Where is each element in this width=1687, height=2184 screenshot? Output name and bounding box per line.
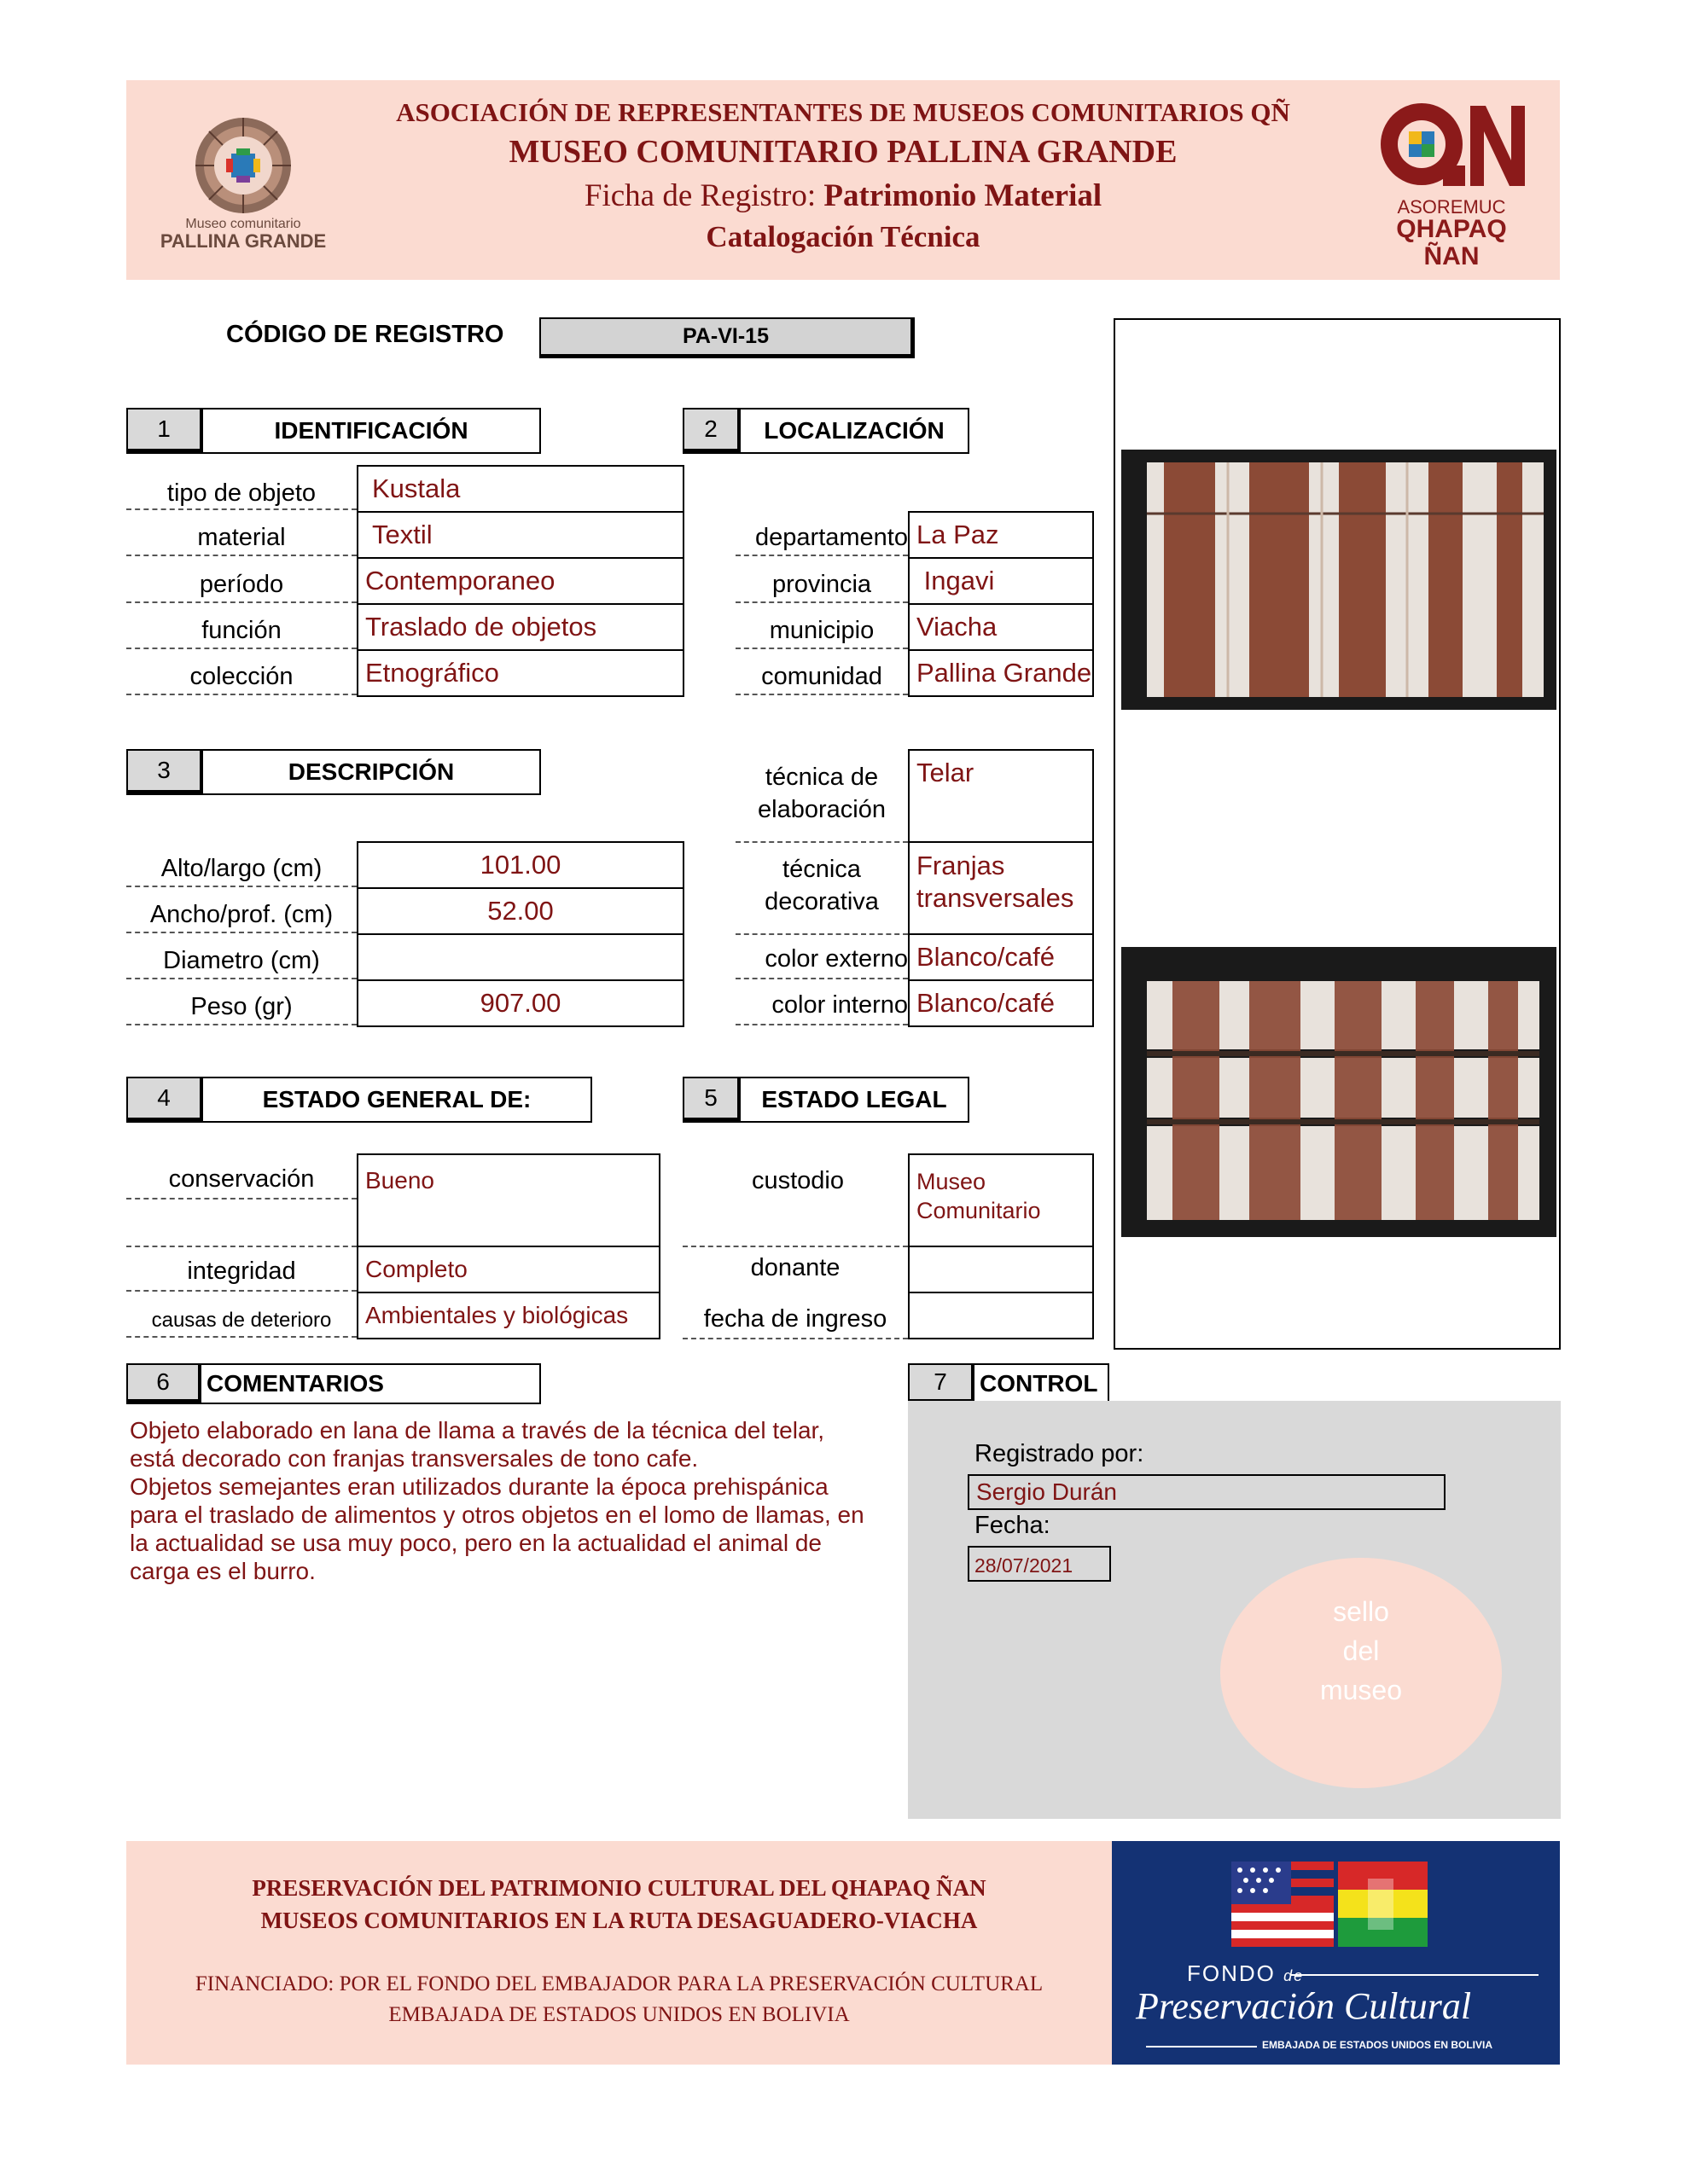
footer-banner xyxy=(126,1841,1560,2065)
header-catalogacion: Catalogación Técnica xyxy=(706,220,980,253)
section-7-header xyxy=(908,1363,1109,1404)
registro-label: CÓDIGO DE REGISTRO xyxy=(226,321,504,348)
conservacion-lower-line xyxy=(126,1246,357,1247)
label-provincia: provincia xyxy=(736,571,908,603)
header-ficha xyxy=(126,177,1560,214)
value-alto: 101.00 xyxy=(357,841,684,889)
fondo-rule xyxy=(1291,1974,1539,1976)
section-1-title: IDENTIFICACIÓN xyxy=(274,417,468,444)
asoremuc-logo xyxy=(1362,97,1541,272)
section-5-number: 5 xyxy=(684,1078,741,1121)
custodio-lower-line xyxy=(683,1246,908,1247)
footer-line-1: PRESERVACIÓN DEL PATRIMONIO CULTURAL DEL QHAPAQ ÑAN xyxy=(252,1875,986,1901)
section-3-header xyxy=(126,749,541,795)
fondo-label xyxy=(1187,1960,1304,1987)
registro-code: PA-VI-15 xyxy=(683,324,769,348)
section-5-header xyxy=(683,1077,969,1123)
label-alto: Alto/largo (cm) xyxy=(126,855,357,887)
label-departamento: departamento xyxy=(736,524,908,556)
registro-code-box xyxy=(539,317,915,358)
label-tecnica-elab-l1: técnica de xyxy=(765,764,879,791)
section-2-number: 2 xyxy=(684,410,741,452)
value-tecnica-decorativa xyxy=(908,841,1094,935)
section-2-header xyxy=(683,408,969,454)
header-association: ASOCIACIÓN DE REPRESENTANTES DE MUSEOS COMUNITARIOS QÑ xyxy=(396,97,1290,127)
value-custodio-l1: Museo xyxy=(916,1169,986,1194)
sello-museo xyxy=(1220,1558,1502,1788)
fondo-word: FONDO xyxy=(1187,1960,1276,1986)
label-coleccion: colección xyxy=(126,663,357,695)
section-3-title: DESCRIPCIÓN xyxy=(288,758,455,785)
section-1-number: 1 xyxy=(128,410,203,452)
section-6-number: 6 xyxy=(128,1365,201,1403)
registrado-value: Sergio Durán xyxy=(968,1474,1446,1510)
label-tecnica-elaboracion xyxy=(736,761,908,843)
label-material: material xyxy=(126,524,357,556)
comentarios-line-3: Objetos semejantes eran utilizados durante la época prehispánica xyxy=(130,1473,829,1500)
label-fecha-ingreso: fecha de ingreso xyxy=(683,1305,908,1339)
label-donante: donante xyxy=(750,1254,841,1281)
fecha-value: 28/07/2021 xyxy=(968,1546,1111,1582)
section-5-title: ESTADO LEGAL xyxy=(761,1086,947,1112)
asoremuc-qn-icon xyxy=(1375,97,1528,191)
value-color-interno: Blanco/café xyxy=(908,979,1094,1027)
label-peso: Peso (gr) xyxy=(126,993,357,1025)
fondo-subtitle: EMBAJADA DE ESTADOS UNIDOS EN BOLIVIA xyxy=(1262,2039,1493,2051)
value-tecnica-elaboracion: Telar xyxy=(908,749,1094,843)
left-logo-caption-small: Museo comunitario xyxy=(185,217,301,231)
label-municipio: municipio xyxy=(736,617,908,649)
section-2-title: LOCALIZACIÓN xyxy=(764,417,945,444)
value-donante xyxy=(908,1246,1094,1293)
control-panel xyxy=(908,1401,1561,1819)
value-provincia: Ingavi xyxy=(908,557,1094,605)
label-tecnica-deco-l1: técnica xyxy=(782,856,861,883)
section-6-title: COMENTARIOS xyxy=(207,1370,384,1397)
header-museum-name: MUSEO COMUNITARIO PALLINA GRANDE xyxy=(509,134,1178,170)
label-tipo-objeto: tipo de objeto xyxy=(126,478,357,510)
asoremuc-nan: ÑAN xyxy=(1423,242,1480,270)
label-diametro: Diametro (cm) xyxy=(126,947,357,979)
value-custodio-l2: Comunitario xyxy=(916,1198,1041,1223)
value-custodio xyxy=(908,1153,1094,1247)
sello-line-2: del xyxy=(1342,1635,1380,1666)
fondo-main-title: Preservación Cultural xyxy=(1136,1985,1472,2027)
header-banner xyxy=(126,80,1560,280)
comentarios-line-4: para el traslado de alimentos y otros objetos en el lomo de llamas, en xyxy=(130,1502,864,1528)
asoremuc-qhapaq: QHAPAQ xyxy=(1396,215,1507,243)
value-tipo-objeto: Kustala xyxy=(357,465,684,513)
label-periodo: período xyxy=(126,571,357,603)
value-causas-deterioro: Ambientales y biológicas xyxy=(357,1292,660,1339)
asoremuc-label: ASOREMUC xyxy=(1397,196,1506,218)
section-4-header xyxy=(126,1077,592,1123)
value-coleccion: Etnográfico xyxy=(357,649,684,697)
comentarios-line-1: Objeto elaborado en lana de llama a través de la técnica del telar, xyxy=(130,1417,825,1443)
label-funcion: función xyxy=(126,617,357,649)
label-tecnica-elab-l2: elaboración xyxy=(758,796,886,823)
value-departamento: La Paz xyxy=(908,511,1094,559)
textile-photo-1-icon xyxy=(1121,450,1556,710)
section-4-number: 4 xyxy=(128,1078,203,1121)
value-tecnica-deco-l2: transversales xyxy=(916,883,1074,913)
label-tecnica-decorativa xyxy=(736,853,908,935)
fondo-de: de xyxy=(1283,1967,1305,1984)
section-6-header xyxy=(126,1363,541,1404)
value-color-externo: Blanco/café xyxy=(908,933,1094,981)
object-photo-1 xyxy=(1121,450,1556,710)
registrado-label: Registrado por: xyxy=(974,1440,1144,1467)
value-conservacion: Bueno xyxy=(357,1153,660,1247)
comentarios-line-5: la actualidad se usa muy poco, pero en la actualidad el animal de xyxy=(130,1530,822,1556)
sello-line-1: sello xyxy=(1333,1596,1389,1627)
comentarios-line-6: carga es el burro. xyxy=(130,1558,316,1584)
value-integridad: Completo xyxy=(357,1246,660,1293)
value-comunidad: Pallina Grande xyxy=(908,649,1094,697)
comentarios-line-2: está decorado con franjas transversales de tono cafe. xyxy=(130,1445,699,1472)
section-7-title: CONTROL xyxy=(980,1370,1098,1397)
section-4-title: ESTADO GENERAL DE: xyxy=(262,1086,532,1112)
value-fecha-ingreso xyxy=(908,1292,1094,1339)
label-color-interno: color interno xyxy=(736,991,908,1025)
label-conservacion: conservación xyxy=(126,1165,357,1199)
flags-emblem-icon xyxy=(1231,1853,1436,1955)
label-ancho: Ancho/prof. (cm) xyxy=(126,901,357,933)
footer-line-4: EMBAJADA DE ESTADOS UNIDOS EN BOLIVIA xyxy=(388,2003,850,2026)
section-7-number: 7 xyxy=(910,1365,974,1403)
comentarios-text xyxy=(130,1416,898,1585)
fondo-preservacion-logo xyxy=(1112,1841,1560,2065)
label-tecnica-deco-l2: decorativa xyxy=(765,888,879,915)
label-integridad: integridad xyxy=(126,1258,357,1292)
value-material: Textil xyxy=(357,511,684,559)
value-periodo: Contemporaneo xyxy=(357,557,684,605)
left-logo-caption-big: PALLINA GRANDE xyxy=(160,230,327,252)
value-peso: 907.00 xyxy=(357,979,684,1027)
section-3-number: 3 xyxy=(128,751,203,793)
value-funcion: Traslado de objetos xyxy=(357,603,684,651)
value-diametro xyxy=(357,933,684,981)
label-color-externo: color externo xyxy=(736,945,908,979)
footer-line-3: FINANCIADO: POR EL FONDO DEL EMBAJADOR PARA LA PRESERVACIÓN CULTURAL xyxy=(195,1972,1044,1995)
footer-line-2: MUSEOS COMUNITARIOS EN LA RUTA DESAGUADERO-VIACHA xyxy=(260,1908,978,1933)
header-ficha-type: Patrimonio Material xyxy=(823,178,1102,213)
value-tecnica-deco-l1: Franjas xyxy=(916,851,1005,880)
fecha-label: Fecha: xyxy=(974,1512,1050,1539)
sello-line-3: museo xyxy=(1319,1675,1403,1705)
value-municipio: Viacha xyxy=(908,603,1094,651)
section-1-header xyxy=(126,408,541,454)
textile-photo-2-icon xyxy=(1121,947,1556,1237)
value-ancho: 52.00 xyxy=(357,887,684,935)
header-ficha-prefix: Ficha de Registro: xyxy=(584,178,824,213)
object-photo-2 xyxy=(1121,947,1556,1237)
fondo-sub-rule xyxy=(1146,2046,1257,2048)
label-custodio: custodio xyxy=(751,1167,844,1194)
label-comunidad: comunidad xyxy=(736,663,908,695)
label-causas-deterioro: causas de deterioro xyxy=(126,1309,357,1338)
